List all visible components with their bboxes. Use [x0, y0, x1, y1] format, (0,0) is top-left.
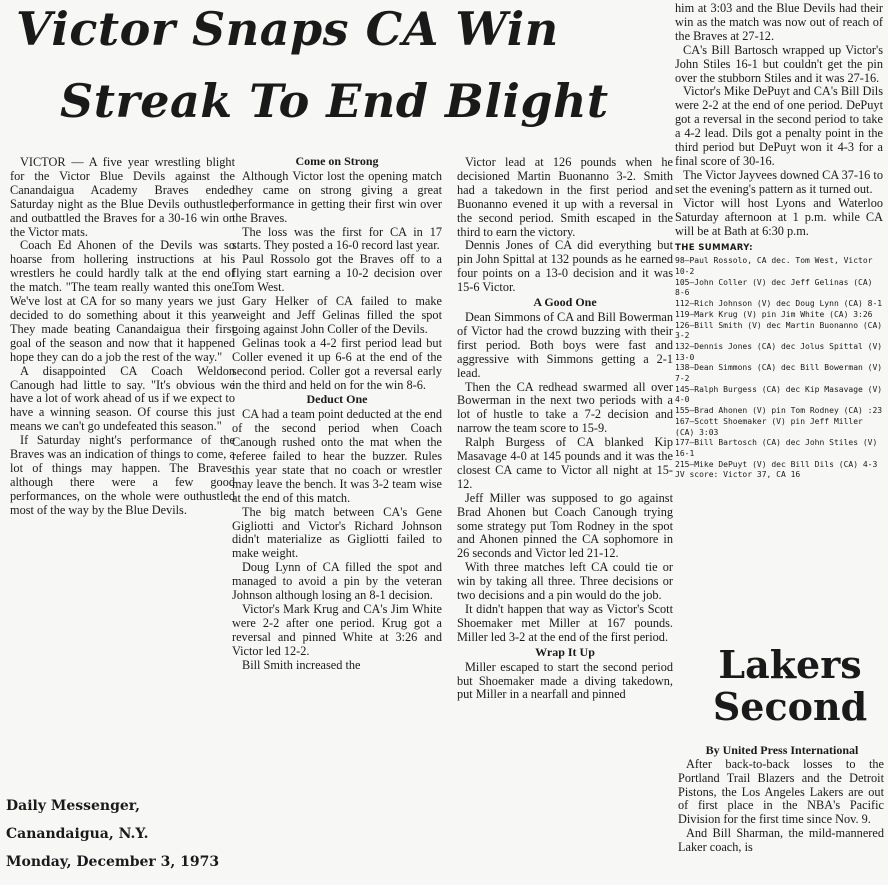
- summary-item: 119—Mark Krug (V) pin Jim White (CA) 3:26: [675, 309, 873, 319]
- article-paragraph: Victor's Mark Krug and CA's Jim White were 2-2 after one period. Krug got a reversal and pinned White at 3:26 and Victor led 12-2.: [232, 602, 442, 658]
- article-paragraph: After back-to-back losses to the Portland Trail Blazers and the Detroit Pistons, the Los Angeles Lakers are out of first place in the NBA's Pacific Division for the first time since Nov. 9.: [678, 757, 884, 827]
- article-column-4: [675, 2, 883, 481]
- lakers-article-body: [678, 758, 884, 855]
- article-paragraph: Dean Simmons of CA and Bill Bowerman of Victor had the crowd buzzing with their first period. Both boys were fast and aggressive with Simmons getting a 2-1 lead.: [457, 309, 673, 380]
- article-paragraph: The loss was the first for CA in 17 starts. They posted a 16-0 record last year.: [232, 224, 442, 253]
- summary-item: 177—Bill Bartosch (CA) dec John Stiles (V) 16-1: [675, 438, 878, 458]
- lakers-headline-line-2: Second: [712, 684, 868, 729]
- subheading: Deduct One: [306, 392, 368, 407]
- summary-item: 167—Scott Shoemaker (V) pin Jeff Miller (CA) 3:03: [675, 416, 863, 437]
- article-paragraph: Paul Rossolo got the Braves off to a flying start earning a 10-2 decision over Tom West.: [232, 252, 442, 295]
- article-paragraph: Victor will host Lyons and Waterloo Saturday afternoon at 1 p.m. while CA will be at Bath at 6:30 p.m.: [675, 195, 883, 238]
- summary-item: 155—Brad Ahonen (V) pin Tom Rodney (CA) :23: [675, 406, 883, 416]
- article-paragraph: Bill Smith increased the: [242, 657, 361, 672]
- article-paragraph: Then the CA redhead swarmed all over Bowerman in the next two periods with a lot of hustle to take a 7-2 decision and narrow the team score to 15-9.: [457, 379, 673, 436]
- article-paragraph: With three matches left CA could tie or win by taking all three. Three decisions or two decisions and a pin would do the job.: [457, 560, 673, 603]
- summary-item: 105—John Coller (V) dec Jeff Gelinas (CA) 8-6: [675, 277, 873, 298]
- article-paragraph: VICTOR — A five year wrestling blight for the Victor Blue Devils against the Canandaigua Academy Braves ended Saturday night as the Blue Devils outhustled and outbattled the Braves for a 30-16 win on the Victor mats.: [10, 155, 235, 239]
- headline-line-2: Streak To End Blight: [60, 74, 609, 128]
- lakers-headline: [698, 644, 882, 728]
- source-paper: Daily Messenger,: [6, 798, 141, 814]
- article-paragraph: Although Victor lost the opening match they came on strong giving a great performance in getting their first win over the Braves.: [232, 168, 442, 225]
- summary-heading: THE SUMMARY:: [675, 243, 753, 254]
- byline: By United Press International: [705, 743, 859, 757]
- article-paragraph: It didn't happen that way as Victor's Scott Shoemaker met Miller at 167 pounds. Miller led 3-2 at the end of the first period.: [457, 602, 673, 644]
- article-paragraph: Dennis Jones of CA did everything but pin John Spittal at 132 pounds as he earned four points on a 13-0 decision and it was 15-6 Victor.: [457, 238, 673, 295]
- article-paragraph: A disappointed CA Coach Weldon Canough had little to say. "It's obvious we have a lot of work ahead of us if we expect to have a winning season. Of course this just means we can't go undefeated this season.": [10, 363, 235, 434]
- article-paragraph: him at 3:03 and the Blue Devils had their win as the match was now out of reach of the Braves at 27-12.: [675, 1, 883, 43]
- subheading: A Good One: [533, 295, 597, 310]
- article-column-1: [10, 156, 235, 518]
- article-paragraph: Doug Lynn of CA filled the spot and managed to avoid a pin by the veteran Johnson although losing an 8-1 decision.: [232, 560, 442, 603]
- summary-item: 215—Mike DePuyt (V) dec Bill Dils (CA) 4-3: [675, 459, 878, 469]
- summary-item: 126—Bill Smith (V) dec Martin Buonanno (CA) 3-2: [675, 320, 883, 341]
- summary-item: 98—Paul Rossolo, CA dec. Tom West, Victor 10-2: [675, 256, 873, 277]
- summary-item: 112—Rich Johnson (V) dec Doug Lynn (CA) 8-1: [675, 299, 883, 309]
- summary-item: 138—Dean Simmons (CA) dec Bill Bowerman (V) 7-2: [675, 363, 883, 384]
- subheading: Come on Strong: [295, 154, 379, 168]
- article-paragraph: Jeff Miller was supposed to go against Brad Ahonen but Coach Canough trying some strategy put Tom Rodney in the spot and Ahonen pinned the CA sophomore in 26 seconds and Victor led 21-12.: [457, 490, 673, 561]
- summary-list: [675, 256, 883, 481]
- article-paragraph: Gary Helker of CA failed to make weight and Jeff Gelinas filled the spot going against John Coller of the Devils.: [232, 294, 442, 336]
- headline-line-1: Victor Snaps CA Win: [16, 2, 559, 56]
- article-column-3: [457, 156, 673, 702]
- summary-item: JV score: Victor 37, CA 16: [675, 470, 801, 480]
- article-paragraph: CA had a team point deducted at the end of the second period when Coach Canough rushed onto the mat when the referee failed to hear the buzzer. Rules this year state that no coach or wrestler may leave the bench. It was 3-2 team wise at the end of this match.: [232, 407, 442, 505]
- summary-item: 145—Ralph Burgess (CA) dec Kip Masavage (V) 4-0: [675, 384, 883, 405]
- article-paragraph: And Bill Sharman, the mild-mannered Laker coach, is: [678, 825, 884, 854]
- article-paragraph: Miller escaped to start the second period but Shoemaker made a diving takedown, put Miller in a nearfall and pinned: [457, 659, 673, 702]
- article-paragraph: Victor lead at 126 pounds when he decisioned Martin Buonanno 3-2. Smith had a takedown in the first period and Buonanno evened it up with a reversal in the second period. Smith escaped in the third to earn the victory.: [457, 155, 673, 239]
- article-paragraph: Gelinas took a 4-2 first period lead but Coller evened it up 6-6 at the end of the second period. Coller got a reversal early in the third and held on for the win 8-6.: [232, 335, 442, 392]
- article-column-2: [232, 154, 442, 673]
- source-date: Monday, December 3, 1973: [6, 854, 220, 870]
- article-paragraph: Ralph Burgess of CA blanked Kip Masavage 4-0 at 145 pounds and it was the closest CA came to Victor all night at 15-12.: [457, 435, 673, 491]
- article-paragraph: If Saturday night's performance of the Braves was an indication of things to come, a lot of things may happen. The Braves, although there were a few good performances, on the whole were outhustled most of the way by the Blue Devils.: [10, 433, 235, 517]
- article-paragraph: The Victor Jayvees downed CA 37-16 to set the evening's pattern as it turned out.: [675, 167, 883, 196]
- article-paragraph: Coach Ed Ahonen of the Devils was so hoarse from hollering instructions at his wrestlers he could hardly talk at the end of the match. "The team really wanted this one. We've lost at CA for so many years we just decided to do something about it this year. They made beating Canandaigua their first goal of the season and now that it happened hope they can do a job the rest of the way.": [10, 238, 235, 364]
- subheading: Wrap It Up: [535, 644, 595, 659]
- article-paragraph: The big match between CA's Gene Gigliotti and Victor's Richard Johnson didn't materialize as Gigliotti failed to make weight.: [232, 504, 442, 561]
- article-paragraph: Victor's Mike DePuyt and CA's Bill Dils were 2-2 at the end of one period. DePuyt got a reversal in the second period to take a 4-2 lead. Dils got a penalty point in the third period but DePuyt won it 4-3 for a final score of 30-16.: [675, 84, 883, 168]
- lakers-headline-line-1: Lakers: [718, 642, 862, 687]
- source-place: Canandaigua, N.Y.: [6, 826, 149, 842]
- article-paragraph: CA's Bill Bartosch wrapped up Victor's John Stiles 16-1 but couldn't get the pin over the stubborn Stiles and it was 27-16.: [675, 42, 883, 85]
- summary-item: 132—Dennis Jones (CA) dec Jolus Spittal (V) 13-0: [675, 341, 883, 362]
